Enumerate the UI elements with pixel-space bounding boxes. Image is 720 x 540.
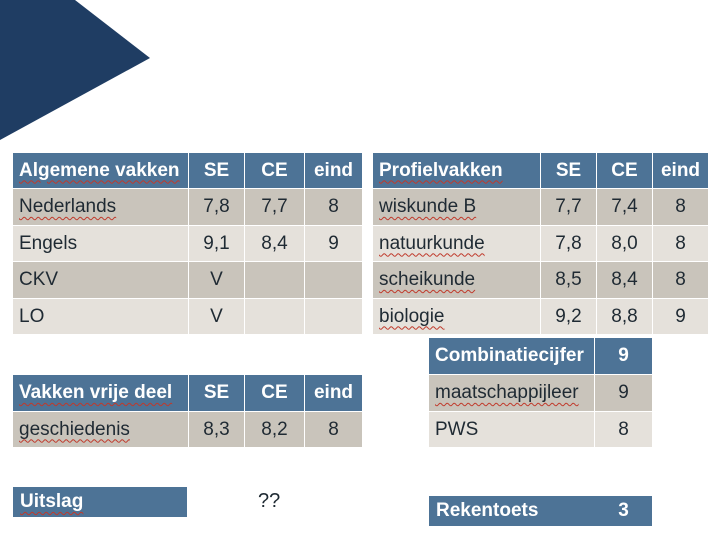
- grade-cell: 9: [653, 299, 709, 335]
- grade-cell: 9: [305, 226, 363, 262]
- grade-cell: [305, 299, 363, 335]
- header-cell: CE: [597, 153, 653, 189]
- subject-cell: geschiedenis: [13, 412, 189, 448]
- grade-cell: 8,0: [597, 226, 653, 262]
- grade-cell: [245, 262, 305, 299]
- grade-cell: 8: [653, 226, 709, 262]
- grade-cell: 8,4: [245, 226, 305, 262]
- grade-cell: 7,8: [541, 226, 597, 262]
- subject-cell: scheikunde: [373, 262, 541, 299]
- vrije-deel-table: [12, 374, 363, 448]
- profielvakken-table: [372, 152, 709, 335]
- table-row: [13, 299, 363, 335]
- table-row: [373, 299, 709, 335]
- grade-cell: V: [189, 262, 245, 299]
- header-cell: CE: [245, 153, 305, 189]
- table-header-row: [429, 338, 653, 375]
- grade-cell: 8,2: [245, 412, 305, 448]
- grade-cell: 8: [595, 412, 653, 448]
- grade-cell: [305, 262, 363, 299]
- grade-cell: [245, 299, 305, 335]
- grade-cell: 8,3: [189, 412, 245, 448]
- grade-cell: V: [189, 299, 245, 335]
- grade-cell: 8: [305, 189, 363, 226]
- combinatiecijfer-table: [428, 337, 653, 448]
- subject-cell: biologie: [373, 299, 541, 335]
- header-cell: Algemene vakken: [13, 153, 189, 189]
- uitslag-value: ??: [258, 490, 281, 512]
- algemene-vakken-table: [12, 152, 363, 335]
- header-cell: Combinatiecijfer: [429, 338, 595, 375]
- grade-cell: 7,7: [245, 189, 305, 226]
- header-cell: Profielvakken: [373, 153, 541, 189]
- rekentoets-label: Rekentoets: [436, 500, 539, 521]
- table-row: [13, 189, 363, 226]
- table-row: [373, 189, 709, 226]
- table-row: [429, 375, 653, 412]
- table-header-row: [13, 375, 363, 412]
- corner-decoration: [0, 0, 150, 140]
- header-cell: 9: [595, 338, 653, 375]
- subject-cell: Engels: [13, 226, 189, 262]
- rekentoets-value: 3: [618, 500, 629, 521]
- table-row: [13, 226, 363, 262]
- header-cell: CE: [245, 375, 305, 412]
- grade-cell: 8,8: [597, 299, 653, 335]
- subject-cell: LO: [13, 299, 189, 335]
- header-cell: SE: [541, 153, 597, 189]
- table-header-row: [13, 153, 363, 189]
- header-cell: eind: [653, 153, 709, 189]
- grade-cell: 8: [305, 412, 363, 448]
- grade-cell: 7,7: [541, 189, 597, 226]
- subject-cell: Nederlands: [13, 189, 189, 226]
- grade-cell: 9: [595, 375, 653, 412]
- grade-cell: 8: [653, 189, 709, 226]
- table-row: [13, 412, 363, 448]
- grade-cell: 8,5: [541, 262, 597, 299]
- table-row: [373, 262, 709, 299]
- header-cell: eind: [305, 375, 363, 412]
- table-row: [373, 226, 709, 262]
- header-cell: SE: [189, 153, 245, 189]
- uitslag-bar: [13, 487, 187, 517]
- header-cell: Vakken vrije deel: [13, 375, 189, 412]
- grade-cell: 7,8: [189, 189, 245, 226]
- header-cell: eind: [305, 153, 363, 189]
- grade-cell: 9,2: [541, 299, 597, 335]
- subject-cell: CKV: [13, 262, 189, 299]
- grade-cell: 8,4: [597, 262, 653, 299]
- table-row: [429, 412, 653, 448]
- grade-cell: 9,1: [189, 226, 245, 262]
- subject-cell: wiskunde B: [373, 189, 541, 226]
- subject-cell: natuurkunde: [373, 226, 541, 262]
- subject-cell: maatschappijleer: [429, 375, 595, 412]
- table-header-row: [373, 153, 709, 189]
- rekentoets-bar: [429, 496, 652, 526]
- uitslag-label: Uitslag: [20, 491, 84, 512]
- header-cell: SE: [189, 375, 245, 412]
- table-row: [13, 262, 363, 299]
- grade-cell: 8: [653, 262, 709, 299]
- grade-cell: 7,4: [597, 189, 653, 226]
- subject-cell: PWS: [429, 412, 595, 448]
